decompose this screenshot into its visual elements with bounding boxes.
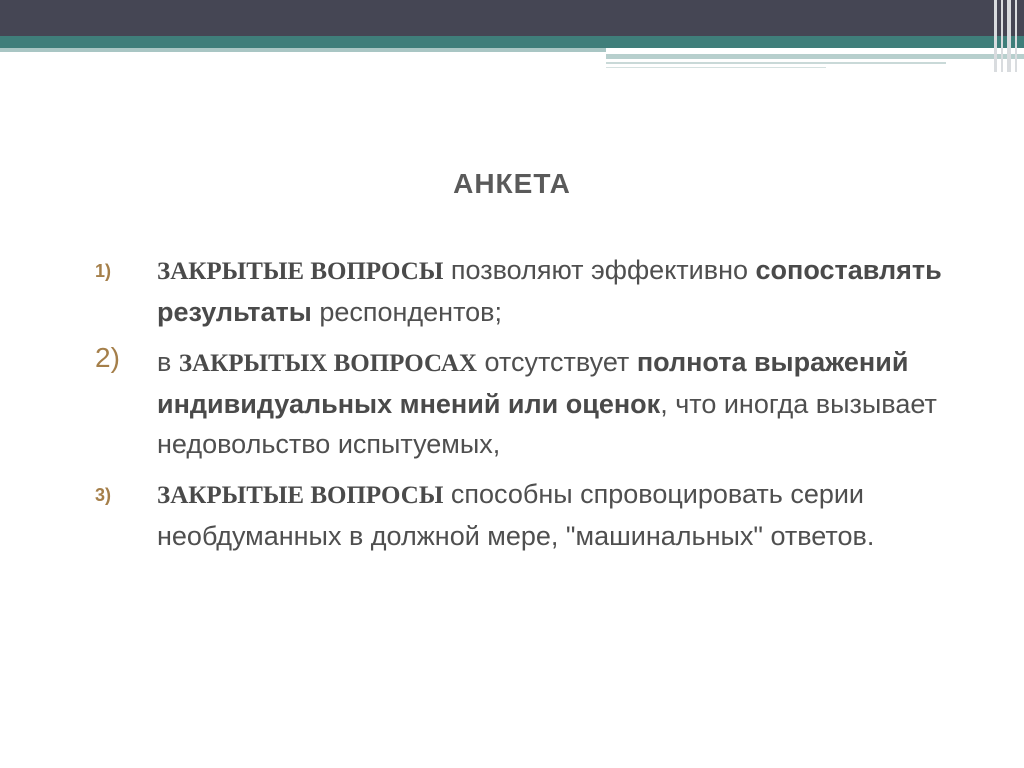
corner-stripes-decoration <box>990 0 1024 72</box>
slide-title: АНКЕТА <box>453 168 571 199</box>
emphasis-segment: ЗАКРЫТЫЕ ВОПРОСЫ <box>157 258 444 285</box>
text-segment: позволяют эффективно <box>443 255 756 285</box>
list-item <box>95 250 975 332</box>
list-item <box>95 474 975 556</box>
header-band-teal <box>0 36 1024 48</box>
list-item-text <box>157 255 942 327</box>
header-rule-thin <box>606 67 826 68</box>
list-item-text <box>157 479 874 551</box>
list-item-number: 2) <box>95 342 120 373</box>
text-segment: , что иногда вызывает недовольство испытуемых, <box>157 389 937 459</box>
list-item-number: 1) <box>95 261 112 281</box>
text-segment: способны спровоцировать серии необдуманных в должной мере, "машинальных" ответов. <box>157 479 875 551</box>
emphasis-segment: ЗАКРЫТЫЕ ВОПРОСЫ <box>157 482 444 509</box>
numbered-list <box>95 250 975 566</box>
header-stripe-light-right <box>606 54 1024 59</box>
header-stripe-light <box>0 48 606 52</box>
header-rule <box>606 62 946 64</box>
text-segment: отсутствует <box>476 347 637 377</box>
emphasis-segment: ЗАКРЫТЫХ ВОПРОСАХ <box>178 350 477 377</box>
text-segment: в <box>157 347 179 377</box>
emphasis-segment: сопоставлять результаты <box>157 255 942 327</box>
header-band-dark <box>0 0 1024 36</box>
list-item-text <box>157 347 937 459</box>
text-segment: респондентов; <box>311 297 503 327</box>
list-item <box>95 342 975 464</box>
emphasis-segment: полнота выражений индивидуальных мнений или оценок <box>157 347 909 419</box>
list-item-number: 3) <box>95 485 112 505</box>
